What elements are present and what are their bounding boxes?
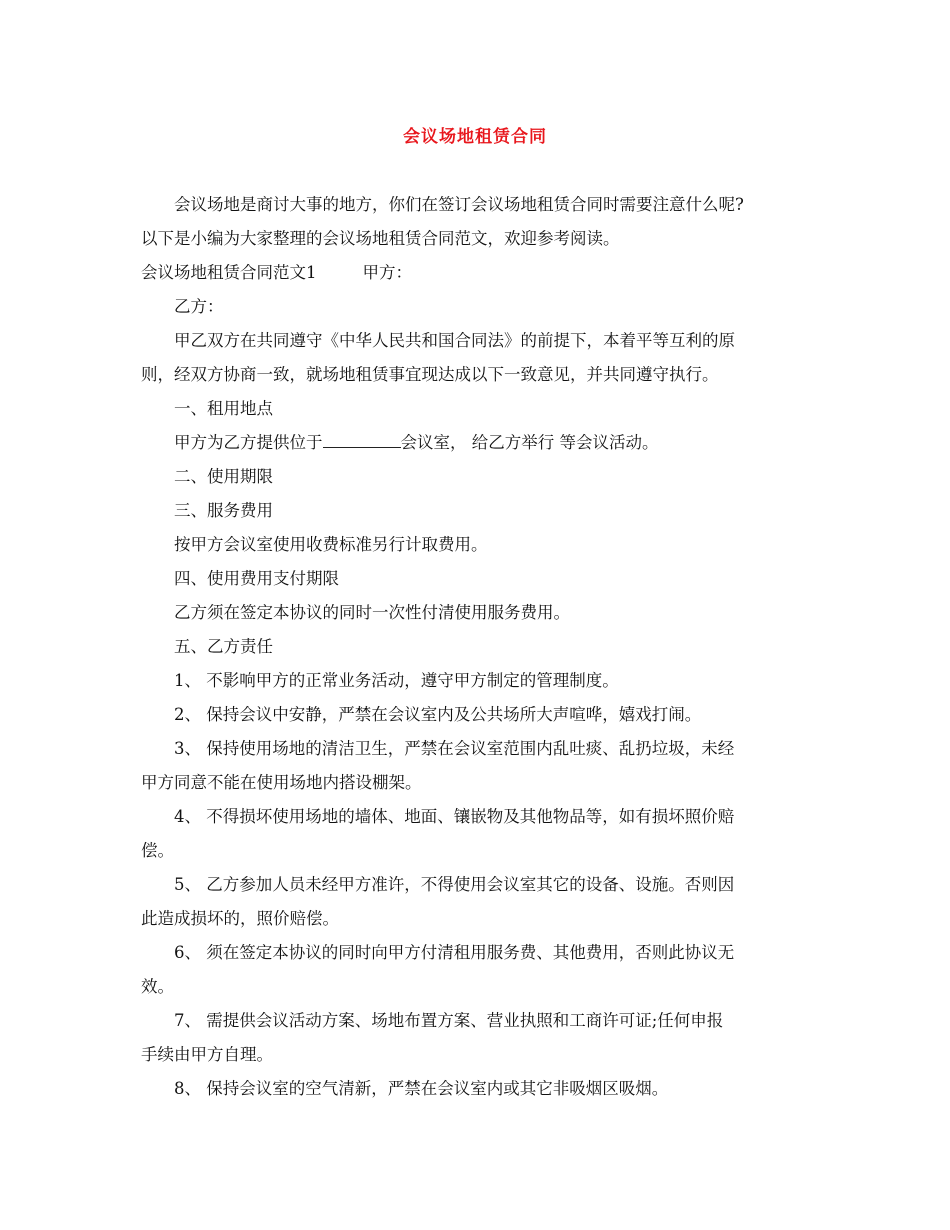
party-a-label: 甲方： xyxy=(362,263,412,282)
document-body xyxy=(141,188,817,1106)
item-5-line-1: 5、 乙方参加人员未经甲方准许，不得使用会议室其它的设备、设施。否则因 xyxy=(174,875,735,894)
intro-line-2: 以下是小编为大家整理的会议场地租赁合同范文，欢迎参考阅读。 xyxy=(141,229,620,248)
section-1-text-before: 甲方为乙方提供位于 xyxy=(174,433,323,452)
item-5-line-2: 此造成损坏的，照价赔偿。 xyxy=(141,909,339,928)
item-2: 2、 保持会议中安静，严禁在会议室内及公共场所大声喧哗，嬉戏打闹。 xyxy=(174,705,702,724)
item-7-line-2: 手续由甲方自理。 xyxy=(141,1045,273,1064)
section-2-title: 二、使用期限 xyxy=(174,467,273,486)
section-3-text: 按甲方会议室使用收费标准另行计取费用。 xyxy=(174,535,488,554)
preamble-line-1: 甲乙双方在共同遵守《中华人民共和国合同法》的前提下，本着平等互利的原 xyxy=(174,331,735,350)
item-6-line-1: 6、 须在签定本协议的同时向甲方付清租用服务费、其他费用，否则此协议无 xyxy=(174,943,735,962)
item-3-line-2: 甲方同意不能在使用场地内搭设棚架。 xyxy=(141,773,422,792)
item-8: 8、 保持会议室的空气清新，严禁在会议室内或其它非吸烟区吸烟。 xyxy=(174,1079,669,1098)
section-5-title: 五、乙方责任 xyxy=(174,637,273,656)
section-1-text-after: 会议室， 给乙方举行 等会议活动。 xyxy=(400,433,659,452)
sample-heading-line xyxy=(141,256,817,290)
document-title: 会议场地租赁合同 xyxy=(403,127,547,147)
item-4-line-1: 4、 不得损坏使用场地的墙体、地面、镶嵌物及其他物品等，如有损坏照价赔 xyxy=(174,807,735,826)
item-7-line-1: 7、 需提供会议活动方案、场地布置方案、营业执照和工商许可证;任何申报 xyxy=(174,1011,724,1030)
section-4-title: 四、使用费用支付期限 xyxy=(174,569,339,588)
item-4-line-2: 偿。 xyxy=(141,841,174,860)
section-1-text xyxy=(141,426,817,460)
section-4-text: 乙方须在签定本协议的同时一次性付清使用服务费用。 xyxy=(174,603,570,622)
section-3-title: 三、服务费用 xyxy=(174,501,273,520)
item-1: 1、 不影响甲方的正常业务活动，遵守甲方制定的管理制度。 xyxy=(174,671,619,690)
section-1-title: 一、租用地点 xyxy=(174,399,273,418)
item-6-line-2: 效。 xyxy=(141,977,174,996)
item-3-line-1: 3、 保持使用场地的清洁卫生，严禁在会议室范围内乱吐痰、乱扔垃圾，未经 xyxy=(174,739,735,758)
intro-line-1: 会议场地是商讨大事的地方，你们在签订会议场地租赁合同时需要注意什么呢? xyxy=(174,195,744,214)
location-blank-line xyxy=(323,431,401,448)
party-b-label: 乙方： xyxy=(174,297,224,316)
sample-heading: 会议场地租赁合同范文1 xyxy=(141,263,317,282)
preamble-line-2: 则，经双方协商一致，就场地租赁事宜现达成以下一致意见，并共同遵守执行。 xyxy=(141,365,719,384)
